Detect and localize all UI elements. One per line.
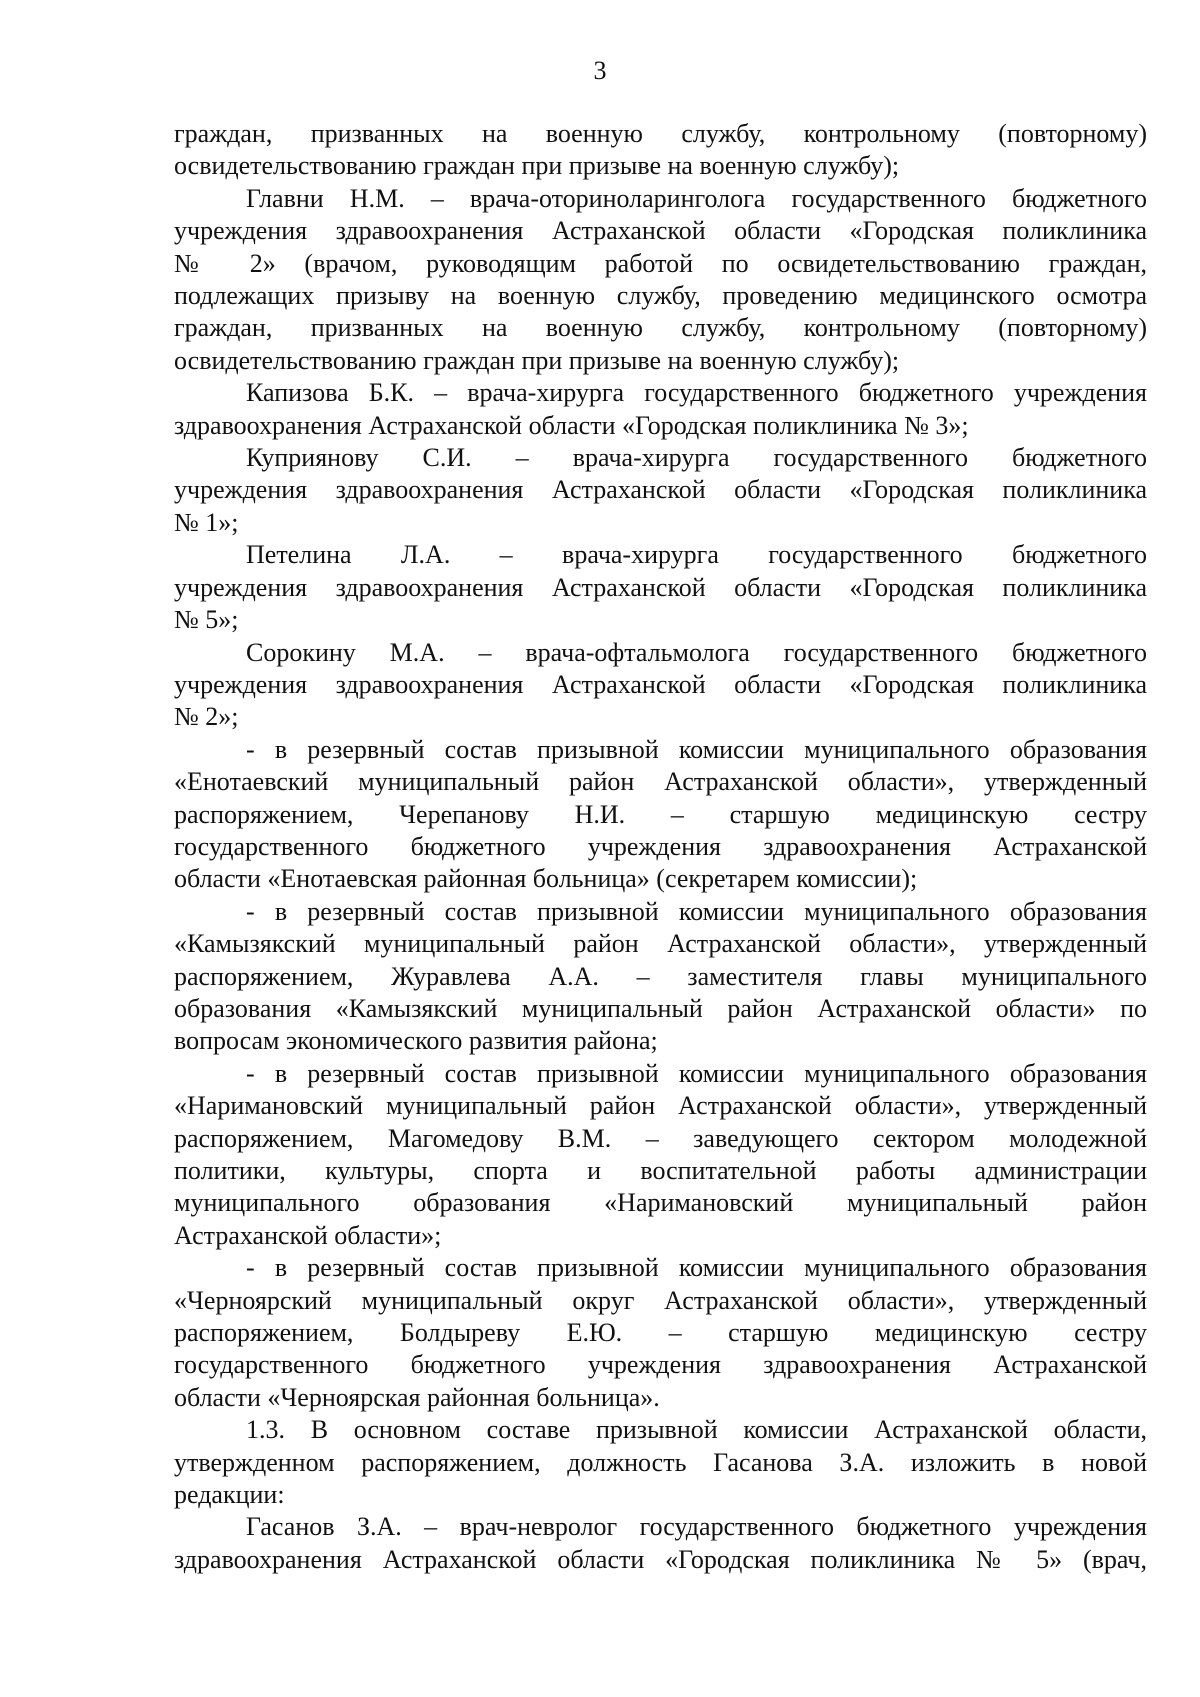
text-line: учреждения здравоохранения Астраханской области «Городская поликлиника (174, 572, 1147, 602)
paragraph (174, 1252, 1147, 1414)
text-line: - в резервный состав призывной комиссии муниципального образования (246, 896, 1147, 926)
text-line: области «Енотаевская районная больница» (секретарем комиссии); (174, 864, 918, 894)
text-line: распоряжением, Магомедову В.М. – заведующего сектором молодежной (174, 1123, 1147, 1153)
text-line: вопросам экономического развития района; (174, 1026, 658, 1056)
text-line: муниципального образования «Наримановский муниципальный район (174, 1188, 1147, 1218)
paragraph (174, 183, 1147, 377)
text-line: политики, культуры, спорта и воспитательной работы администрации (174, 1156, 1147, 1185)
text-line: утвержденном распоряжением, должность Гасанова З.А. изложить в новой (174, 1447, 1147, 1477)
text-line: № 2»; (174, 702, 239, 732)
text-line: области «Черноярская районная больница». (174, 1382, 660, 1412)
text-line: Сорокину М.А. – врача-офтальмолога государственного бюджетного (246, 637, 1147, 667)
page-number: 3 (593, 56, 607, 85)
document-body (174, 118, 1147, 1576)
text-line: граждан, призванных на военную службу, контрольному (повторному) (174, 119, 1147, 148)
paragraph (174, 637, 1147, 734)
paragraph (174, 377, 1147, 442)
text-line: подлежащих призыву на военную службу, проведению медицинского осмотра (174, 281, 1147, 311)
text-line: № 1»; (174, 507, 239, 537)
text-line: распоряжением, Болдыреву Е.Ю. – старшую медицинскую сестру (174, 1318, 1147, 1348)
text-line: учреждения здравоохранения Астраханской области «Городская поликлиника (174, 216, 1147, 246)
text-line: распоряжением, Журавлева А.А. – заместителя главы муниципального (174, 961, 1147, 991)
paragraph (174, 1511, 1147, 1576)
text-line: 1.3. В основном составе призывной комиссии Астраханской области, (246, 1415, 1147, 1445)
text-line: «Енотаевский муниципальный район Астраханской области», утвержденный (174, 767, 1147, 797)
text-line: учреждения здравоохранения Астраханской области «Городская поликлиника (174, 669, 1147, 699)
text-line: № 2» (врачом, руководящим работой по освидетельствованию граждан, (174, 248, 1147, 278)
text-line: здравоохранения Астраханской области «Городская поликлиника № 5» (врач, (174, 1544, 1147, 1574)
text-line: «Наримановский муниципальный район Астраханской области», утвержденный (174, 1091, 1147, 1121)
text-line: Гасанов З.А. – врач-невролог государственного бюджетного учреждения (246, 1512, 1147, 1542)
text-line: образования «Камызякский муниципальный район Астраханской области» по (174, 993, 1147, 1023)
text-line: освидетельствованию граждан при призыве на военную службу); (174, 151, 900, 181)
text-line: - в резервный состав призывной комиссии муниципального образования (246, 1253, 1147, 1283)
paragraph (174, 1414, 1147, 1511)
text-line: Главни Н.М. – врача-оториноларинголога государственного бюджетного (246, 183, 1147, 213)
paragraph (174, 118, 1147, 183)
text-line: здравоохранения Астраханской области «Городская поликлиника № 3»; (174, 410, 969, 440)
text-line: Капизова Б.К. – врача-хирурга государственного бюджетного учреждения (246, 378, 1147, 408)
text-line: «Камызякский муниципальный район Астраханской области», утвержденный (174, 929, 1147, 959)
paragraph (174, 734, 1147, 896)
paragraph (174, 896, 1147, 1058)
text-line: - в резервный состав призывной комиссии муниципального образования (246, 734, 1147, 764)
text-line: освидетельствованию граждан при призыве на военную службу); (174, 345, 900, 375)
text-line: - в резервный состав призывной комиссии муниципального образования (246, 1058, 1147, 1088)
paragraph (174, 1058, 1147, 1252)
text-line: государственного бюджетного учреждения здравоохранения Астраханской (174, 1350, 1147, 1380)
text-line: «Черноярский муниципальный округ Астраханской области», утвержденный (174, 1285, 1147, 1315)
text-line: № 5»; (174, 605, 239, 635)
text-line: распоряжением, Черепанову Н.И. – старшую медицинскую сестру (174, 799, 1147, 829)
text-line: государственного бюджетного учреждения здравоохранения Астраханской (174, 831, 1147, 861)
text-line: редакции: (174, 1480, 285, 1510)
paragraph (174, 539, 1147, 636)
text-line: граждан, призванных на военную службу, контрольному (повторному) (174, 313, 1147, 343)
paragraph (174, 442, 1147, 539)
text-line: учреждения здравоохранения Астраханской области «Городская поликлиника (174, 475, 1147, 505)
text-line: Петелина Л.А. – врача-хирурга государственного бюджетного (246, 540, 1147, 570)
text-line: Астраханской области»; (174, 1220, 442, 1250)
text-line: Куприянову С.И. – врача-хирурга государственного бюджетного (246, 443, 1147, 473)
